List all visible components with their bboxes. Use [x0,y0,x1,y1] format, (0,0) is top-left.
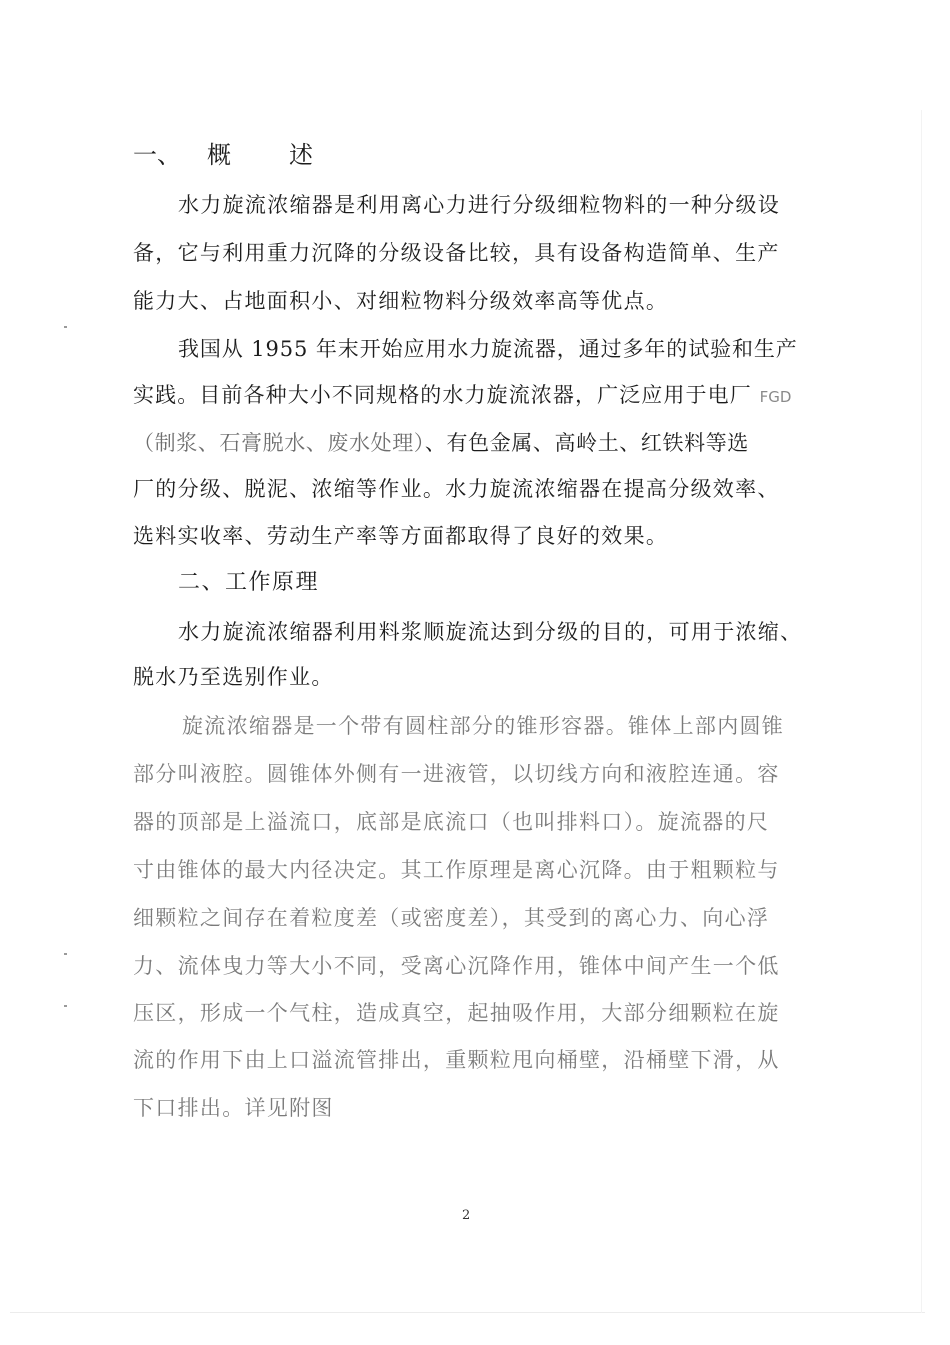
section2-para2-line7: 压区，形成一个气柱，造成真空，起抽吸作用，大部分细颗粒在旋 [133,1001,780,1025]
section2-para2-line8: 流的作用下由上口溢流管排出，重颗粒甩向桶壁，沿桶壁下滑，从 [133,1048,780,1072]
scan-edge-bottom [10,1312,925,1313]
scan-edge-right [921,110,922,1313]
fgd-applications: （制浆、石膏脱水、废水处理） [133,431,425,455]
section1-title-char1: 概 [207,141,231,169]
section1-para1-line1: 水力旋流浓缩器是利用离心力进行分级细粒物料的一种分级设 [178,193,781,217]
section1-para2-line2 [133,380,791,412]
section2-para2-line3: 器的顶部是上溢流口，底部是底流口（也叫排料口）。旋流器的尺 [133,810,770,834]
section1-para2-line3 [133,428,749,458]
section1-para2-line1: 我国从 1955 年末开始应用水力旋流器，通过多年的试验和生产 [178,337,798,361]
scan-speck [64,326,67,328]
section1-para2-line4: 厂的分级、脱泥、浓缩等作业。水力旋流浓缩器在提高分级效率、 [133,477,780,501]
section2-para2-line1: 旋流浓缩器是一个带有圆柱部分的锥形容器。锥体上部内圆锥 [182,714,785,738]
section1-number: 一、 [133,141,181,169]
section2-para2-line4: 寸由锥体的最大内径决定。其工作原理是离心沉降。由于粗颗粒与 [133,858,780,882]
section1-para2-line5: 选料实收率、劳动生产率等方面都取得了良好的效果。 [133,524,669,548]
section2-para1-line2: 脱水乃至选别作业。 [133,665,334,689]
page-number: 2 [462,1208,471,1223]
scan-speck [64,953,67,955]
section2-para2-line2: 部分叫液腔。圆锥体外侧有一进液管，以切线方向和液腔连通。容 [133,762,780,786]
section2-para2-line5: 细颗粒之间存在着粒度差（或密度差），其受到的离心力、向心浮 [133,906,770,930]
fgd-abbr: FGD [759,388,792,406]
para2-line2-text: 实践。目前各种大小不同规格的水力旋流浓器，广泛应用于电厂 [133,383,752,407]
scan-speck [64,1005,67,1007]
section1-para1-line3: 能力大、占地面积小、对细粒物料分级效率高等优点。 [133,289,669,313]
section2-para2-line6: 力、流体曳力等大小不同，受离心沉降作用，锥体中间产生一个低 [133,954,780,978]
section1-title-char2: 述 [289,141,313,169]
section2-para1-line1: 水力旋流浓缩器利用料浆顺旋流达到分级的目的，可用于浓缩、 [178,620,803,644]
section2-para2-line9: 下口排出。详见附图 [133,1096,334,1120]
section1-para1-line2: 备，它与利用重力沉降的分级设备比较，具有设备构造简单、生产 [133,241,780,265]
section2-heading: 二、工作原理 [178,570,320,595]
section1-heading [133,140,313,170]
para2-line3-rest: 、有色金属、高岭土、红铁料等选 [424,431,749,455]
